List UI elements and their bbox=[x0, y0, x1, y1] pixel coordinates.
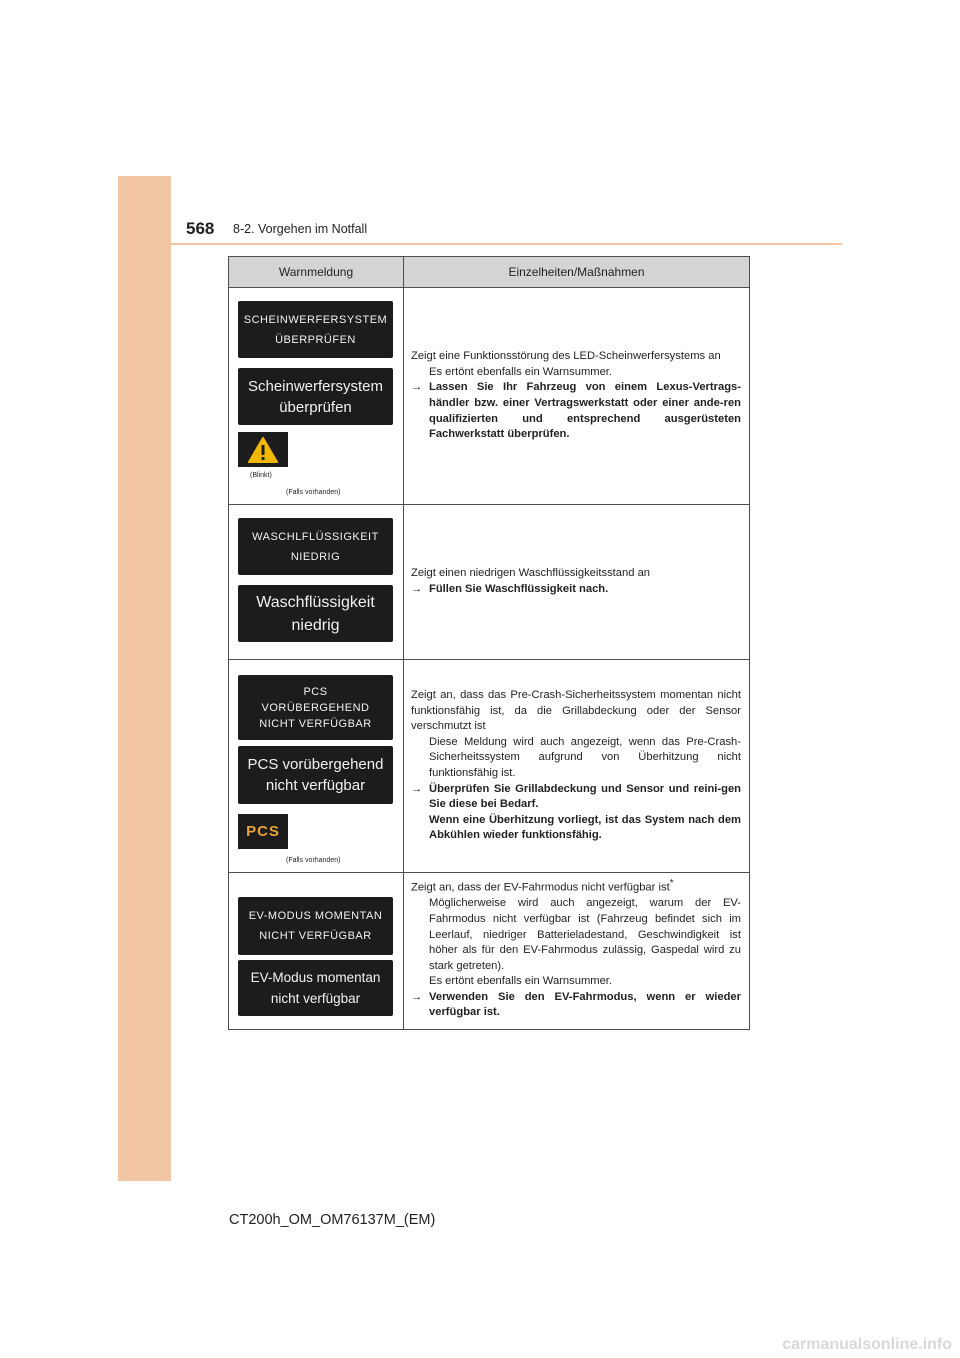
action-followup-text: Wenn eine Überhitzung vorliegt, ist das System nach dem Abkühlen wieder funktionsfähig. bbox=[429, 813, 741, 842]
action-text: → Füllen Sie Waschflüssigkeit nach. bbox=[411, 582, 741, 598]
section-title: 8-2. Vorgehen im Notfall bbox=[233, 222, 368, 236]
arrow-icon: → bbox=[411, 782, 423, 795]
display-message-caps: EV-MODUS MOMENTAN NICHT VERFÜGBAR bbox=[238, 897, 393, 955]
note-text: Es ertönt ebenfalls ein Warnsummer. bbox=[429, 365, 613, 378]
action-text: → Lassen Sie Ihr Fahrzeug von einem Lexus-Vertrags-händler bzw. einer Vertragswerkstatt oder einer ande-ren qualifizierten und entsprechend ausgerüsteten Fachwerkstatt überprüfen. bbox=[411, 381, 741, 441]
details-cell bbox=[404, 288, 750, 505]
arrow-icon: → bbox=[411, 583, 423, 595]
warning-images-cell bbox=[229, 873, 404, 1030]
footnote-mark: * bbox=[669, 878, 674, 889]
display-message-caps: WASCHLFLÜSSIGKEIT NIEDRIG bbox=[238, 518, 393, 575]
warning-table bbox=[228, 256, 750, 1030]
table-row bbox=[229, 288, 750, 505]
table-header-row bbox=[229, 257, 750, 288]
display-message: Scheinwerfersystem überprüfen bbox=[238, 368, 393, 425]
column-header-details: Einzelheiten/Maßnahmen bbox=[404, 257, 750, 288]
pcs-indicator-icon: PCS bbox=[238, 814, 288, 849]
table-row bbox=[229, 660, 750, 873]
warning-images-cell bbox=[229, 660, 404, 873]
document-code: CT200h_OM_OM76137M_(EM) bbox=[229, 1212, 436, 1228]
header-divider bbox=[171, 243, 842, 245]
warning-images-cell bbox=[229, 505, 404, 660]
note-text-2: Es ertönt ebenfalls ein Warnsummer. bbox=[429, 975, 613, 988]
display-message: EV-Modus momentan nicht verfügbar bbox=[238, 960, 393, 1016]
display-message-caps: PCS VORÜBERGEHEND NICHT VERFÜGBAR bbox=[238, 675, 393, 740]
warning-triangle-icon bbox=[238, 432, 288, 467]
column-header-warnmeldung: Warnmeldung bbox=[229, 257, 404, 288]
table-row bbox=[229, 873, 750, 1030]
table-row bbox=[229, 505, 750, 660]
page-number: 568 bbox=[186, 219, 215, 238]
display-message: PCS vorübergehend nicht verfügbar bbox=[238, 746, 393, 804]
arrow-icon: → bbox=[411, 381, 423, 394]
details-cell bbox=[404, 660, 750, 873]
description-text: Zeigt an, dass das Pre-Crash-Sicherheitssystem momentan nicht funktionsfähig ist, da die Grillabdeckung oder der Sensor verschmutzt ist bbox=[411, 689, 741, 733]
optional-caption: (Falls vorhanden) bbox=[286, 857, 341, 864]
details-cell bbox=[404, 505, 750, 660]
description-text: Zeigt eine Funktionsstörung des LED-Scheinwerfersystems an bbox=[411, 350, 721, 363]
watermark: carmanualsonline.info bbox=[782, 1336, 952, 1353]
action-text: → Überprüfen Sie Grillabdeckung und Sensor und reini-gen Sie diese bei Bedarf. bbox=[411, 782, 741, 811]
display-message: Waschflüssigkeit niedrig bbox=[238, 585, 393, 642]
display-message-caps: SCHEINWERFERSYSTEM ÜBERPRÜFEN bbox=[238, 301, 393, 358]
arrow-icon: → bbox=[411, 990, 423, 1003]
note-text: Diese Meldung wird auch angezeigt, wenn das Pre-Crash-Sicherheitssystem aufgrund von Überhitzung nicht funktionsfähig ist. bbox=[429, 735, 741, 779]
details-cell bbox=[404, 873, 750, 1030]
optional-caption: (Falls vorhanden) bbox=[286, 489, 341, 496]
warning-images-cell bbox=[229, 288, 404, 505]
description-text: Zeigt einen niedrigen Waschflüssigkeitsstand an bbox=[411, 567, 651, 580]
description-text: Zeigt an, dass der EV-Fahrmodus nicht verfügbar ist bbox=[411, 881, 670, 894]
note-text: Möglicherweise wird auch angezeigt, warum der EV-Fahrmodus nicht verfügbar ist (Fahrzeug befindet sich im Leerlauf, niedriger Batterieladestand, Geschwindigkeit ist höher als für den EV-Fahrmodus zulässig, Gaspedal wird zu stark getreten). bbox=[429, 897, 741, 972]
chapter-tab-bar bbox=[118, 176, 171, 1181]
blink-caption: (Blinkt) bbox=[250, 472, 272, 479]
action-text: → Verwenden Sie den EV-Fahrmodus, wenn er wieder verfügbar ist. bbox=[411, 990, 741, 1019]
